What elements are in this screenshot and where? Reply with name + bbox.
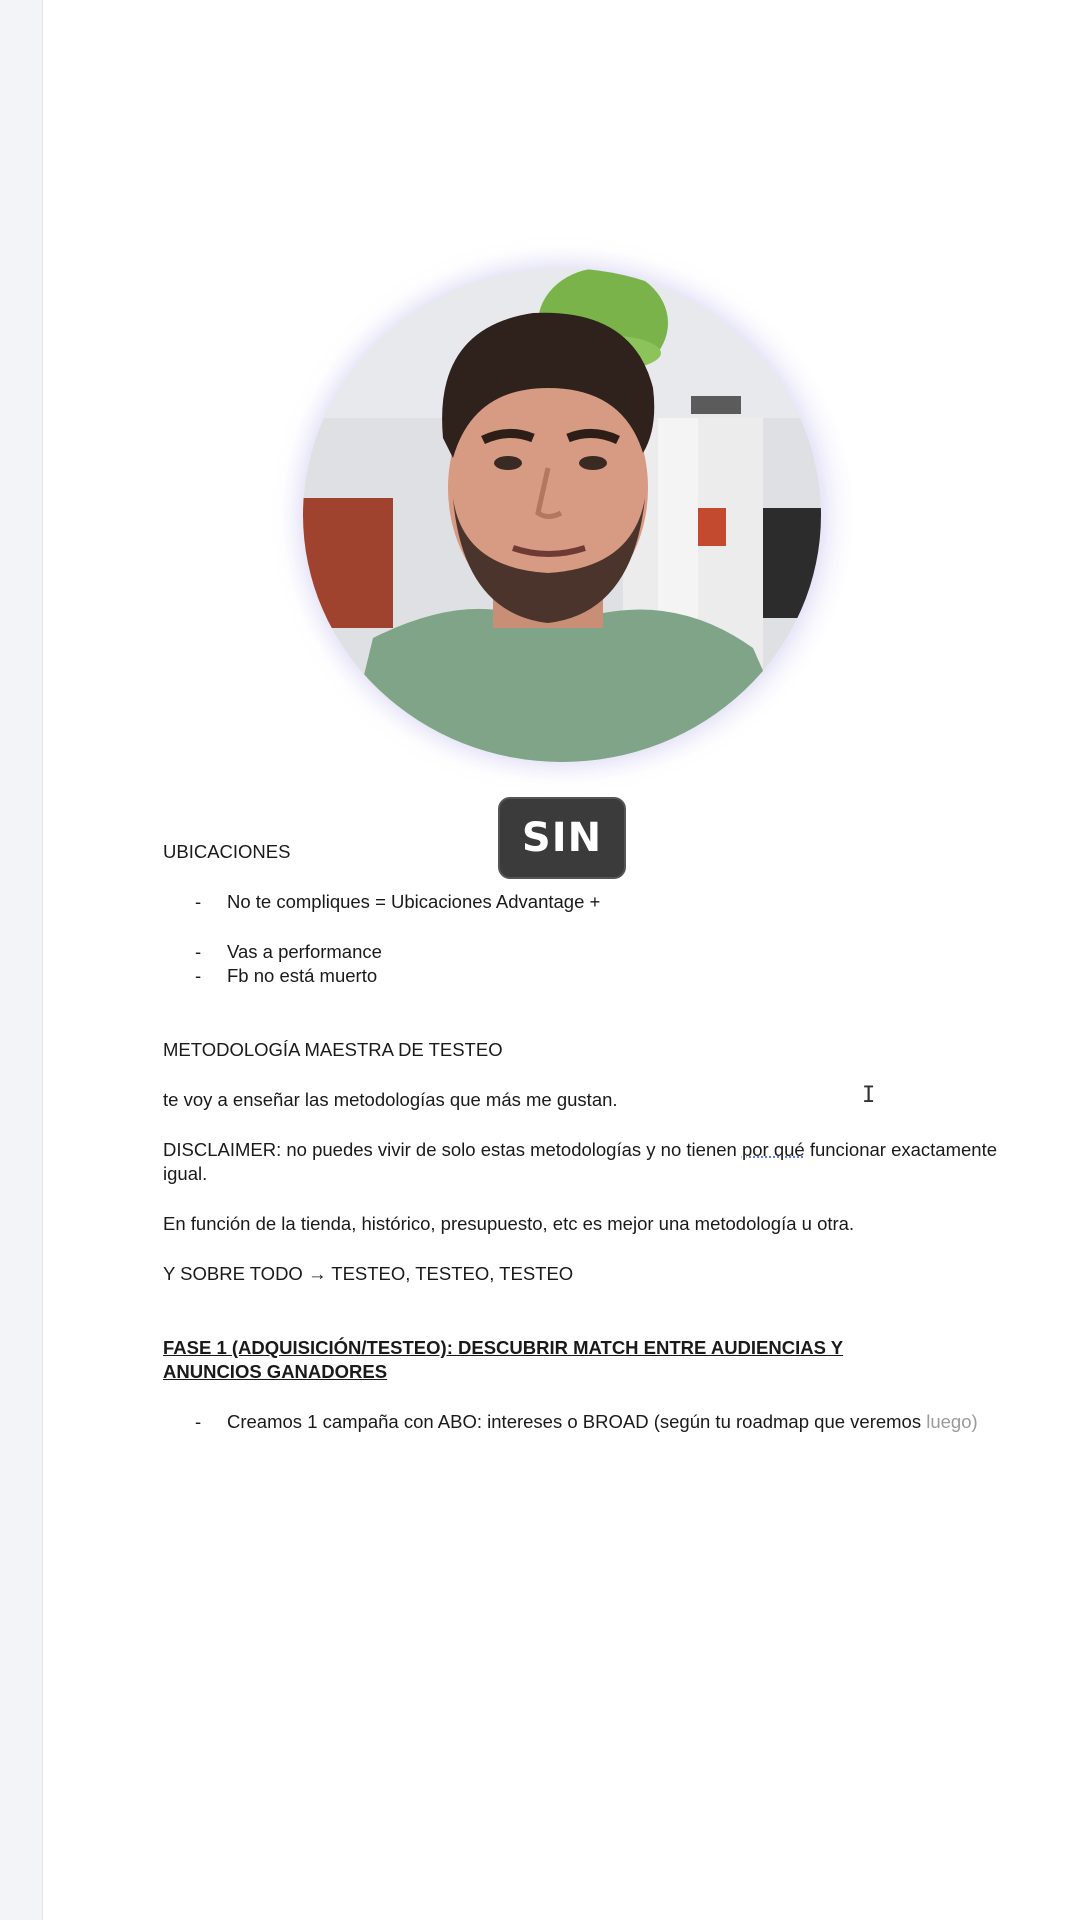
paragraph-disclaimer bbox=[163, 1138, 1003, 1186]
webcam-portrait bbox=[303, 268, 821, 762]
fase1-list bbox=[163, 1410, 1003, 1434]
bullet-dash: - bbox=[195, 891, 202, 912]
text-cursor-icon: I bbox=[862, 1083, 876, 1108]
left-gutter bbox=[0, 0, 43, 1920]
paragraph: Y SOBRE TODO → TESTEO, TESTEO, TESTEO bbox=[163, 1263, 574, 1284]
disclaimer-text-end: funcionar exactamente igual. bbox=[163, 1139, 998, 1184]
section-heading-fase1: FASE 1 (ADQUISICIÓN/TESTEO): DESCUBRIR MATCH ENTRE AUDIENCIAS Y ANUNCIOS GANADORES bbox=[163, 1337, 844, 1382]
spellcheck-underlined-text: por qué bbox=[741, 1139, 805, 1160]
list-item bbox=[195, 1410, 987, 1434]
list-item bbox=[195, 890, 1003, 914]
disclaimer-text: DISCLAIMER: no puedes vivir de solo estas metodologías y no tienen bbox=[163, 1139, 742, 1160]
paragraph: En función de la tienda, histórico, presupuesto, etc es mejor una metodología u otra. bbox=[163, 1213, 855, 1234]
ubicaciones-list bbox=[163, 890, 1003, 914]
section-heading-metodologia: METODOLOGÍA MAESTRA DE TESTEO bbox=[163, 1039, 503, 1060]
list-item-text: No te compliques = Ubicaciones Advantage + bbox=[227, 891, 601, 912]
bullet-dash: - bbox=[195, 1411, 202, 1432]
list-item-text: Vas a performance bbox=[227, 941, 382, 962]
list-item bbox=[195, 964, 1003, 988]
caption-overlay: SIN bbox=[498, 797, 626, 879]
ubicaciones-list-2 bbox=[163, 940, 1003, 988]
bullet-dash: - bbox=[195, 941, 202, 962]
webcam-avatar bbox=[303, 268, 821, 762]
document-body bbox=[163, 820, 1003, 1434]
section-heading-ubicaciones: UBICACIONES bbox=[163, 841, 291, 862]
list-item-faded-text: luego) bbox=[926, 1411, 978, 1432]
list-item-text: Fb no está muerto bbox=[227, 965, 378, 986]
list-item bbox=[195, 940, 1003, 964]
bullet-dash: - bbox=[195, 965, 202, 986]
list-item-text: Creamos 1 campaña con ABO: intereses o BROAD (según tu roadmap que veremos bbox=[227, 1411, 927, 1432]
paragraph: te voy a enseñar las metodologías que más me gustan. bbox=[163, 1089, 618, 1110]
